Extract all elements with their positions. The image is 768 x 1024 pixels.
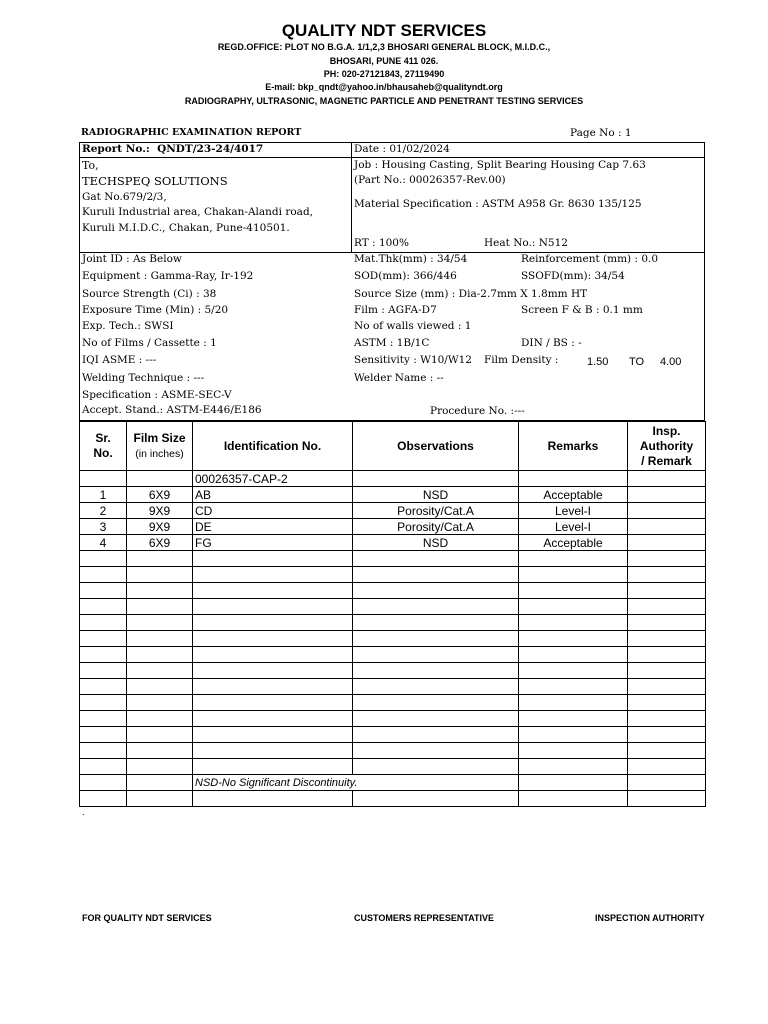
table-row-empty [80,647,706,663]
row-sr: 2 [80,503,127,519]
table-row-blank [80,791,706,807]
table-row-empty [80,583,706,599]
report-number-value: QNDT/23-24/4017 [157,143,264,155]
row-id: FG [193,535,353,551]
row-obs: NSD [353,535,519,551]
stray-dot: . [82,807,85,817]
row-sr: 1 [80,487,127,503]
page-number: Page No : 1 [570,127,632,139]
table-row [80,519,706,535]
header-remarks: Remarks [519,422,628,471]
table-row [80,503,706,519]
customer-address-1: Gat No.679/2/3, [82,191,167,203]
report-date: Date : 01/02/2024 [354,143,450,155]
table-row-empty [80,711,706,727]
company-address-line2: BHOSARI, PUNE 411 026. [329,56,439,66]
customer-to: To, [82,159,99,172]
company-address-line1: REGD.OFFICE: PLOT NO B.G.A. 1/1,2,3 BHOSARI GENERAL BLOCK, M.I.D.C., [217,42,551,52]
report-number-label: Report No.: [82,143,150,155]
sensitivity: Sensitivity : W10/W12 [354,354,472,366]
company-name: QUALITY NDT SERVICES [281,21,487,40]
company-phone: PH: 020-27121843, 27119490 [323,69,445,79]
empty-rows [80,551,706,775]
table-row-group [80,471,706,487]
table-row-empty [80,695,706,711]
row-size: 6X9 [127,487,193,503]
table-row-empty [80,551,706,567]
film-type: Film : AGFA-D7 [354,304,437,316]
customer-address-3: Kuruli M.I.D.C., Chakan, Pune-410501. [82,222,290,234]
group-id: 00026357-CAP-2 [193,471,353,487]
table-row-empty [80,663,706,679]
joint-id: Joint ID : As Below [82,253,182,265]
film-density-to: TO [629,356,645,368]
film-density-max: 4.00 [660,356,682,368]
header-insp-authority [628,422,706,471]
report-number [82,143,263,155]
table-row-empty [80,759,706,775]
header-film-size [127,422,193,471]
customer-address-2: Kuruli Industrial area, Chakan-Alandi road, [82,206,314,218]
source-strength: Source Strength (Ci) : 38 [82,288,217,300]
table-note: NSD-No Significant Discontinuity. [193,775,519,791]
company-services: RADIOGRAPHY, ULTRASONIC, MAGNETIC PARTICLE AND PENETRANT TESTING SERVICES [184,96,584,106]
exposure-time: Exposure Time (Min) : 5/20 [82,304,229,316]
row-remarks: Acceptable [519,487,628,503]
table-row-empty [80,567,706,583]
table-row-empty [80,727,706,743]
din-bs: DIN / BS : - [521,337,582,349]
row-size: 9X9 [127,503,193,519]
iqi-asme: IQI ASME : --- [82,354,157,366]
reinforcement: Reinforcement (mm) : 0.0 [521,253,659,265]
row-remarks: Level-I [519,519,628,535]
footer-customer-sign: CUSTOMERS REPRESENTATIVE [354,913,495,923]
row-sr: 3 [80,519,127,535]
report-title: RADIOGRAPHIC EXAMINATION REPORT [81,127,302,138]
table-row-empty [80,631,706,647]
row-size: 9X9 [127,519,193,535]
footer-company-sign: FOR QUALITY NDT SERVICES [82,913,212,923]
row-obs: NSD [353,487,519,503]
astm: ASTM : 1B/1C [354,337,430,349]
table-row-empty [80,615,706,631]
header-observations: Observations [353,422,519,471]
job-description: Job : Housing Casting, Split Bearing Housing Cap 7.63 [354,159,646,171]
row-id: CD [193,503,353,519]
header-sr-no [80,422,127,471]
film-density-min: 1.50 [587,356,609,368]
part-number: (Part No.: 00026357-Rev.00) [354,174,506,186]
table-row [80,487,706,503]
header-film-size-unit: (in inches) [135,447,184,460]
rt-coverage: RT : 100% [354,237,409,249]
walls-viewed: No of walls viewed : 1 [354,320,472,332]
table-row [80,535,706,551]
table-row-empty [80,743,706,759]
specification: Specification : ASME-SEC-V [82,389,232,401]
header-sr-no-label: Sr. No. [93,431,113,460]
ssofd: SSOFD(mm): 34/54 [521,270,625,282]
table-header-row [80,422,706,471]
source-size: Source Size (mm) : Dia-2.7mm X 1.8mm HT [354,288,588,300]
company-email: E-mail: bkp_qndt@yahoo.in/bhausaheb@qualityndt.org [265,82,503,92]
report-info-block [79,142,705,421]
row-sr: 4 [80,535,127,551]
header-film-size-label: Film Size [133,430,186,445]
header-identification: Identification No. [193,422,353,471]
customer-name: TECHSPEQ SOLUTIONS [82,174,228,188]
films-per-cassette: No of Films / Cassette : 1 [82,337,217,349]
table-row-empty [80,679,706,695]
row-remarks: Level-I [519,503,628,519]
row-remarks: Acceptable [519,535,628,551]
exposure-technique: Exp. Tech.: SWSI [82,320,174,332]
row-id: DE [193,519,353,535]
row-obs: Porosity/Cat.A [353,519,519,535]
sod: SOD(mm): 366/446 [354,270,457,282]
heat-number: Heat No.: N512 [484,237,568,249]
material-spec: Material Specification : ASTM A958 Gr. 8630 135/125 [354,198,642,210]
acceptance-standard: Accept. Stand.: ASTM-E446/E186 [82,404,262,416]
welding-technique: Welding Technique : --- [82,372,205,384]
results-table [79,421,706,807]
table-row-empty [80,599,706,615]
footer-inspection-sign: INSPECTION AUTHORITY [595,913,705,923]
header-insp-authority-label: Insp. Authority / Remark [639,423,694,468]
row-size: 6X9 [127,535,193,551]
material-thickness: Mat.Thk(mm) : 34/54 [354,253,468,265]
welder-name: Welder Name : -- [354,372,444,384]
screen: Screen F & B : 0.1 mm [521,304,643,316]
film-density-label: Film Density : [484,354,559,366]
table-note-row [80,775,706,791]
row-obs: Porosity/Cat.A [353,503,519,519]
row-id: AB [193,487,353,503]
equipment: Equipment : Gamma-Ray, Ir-192 [82,270,254,282]
procedure-number: Procedure No. :--- [430,405,525,417]
